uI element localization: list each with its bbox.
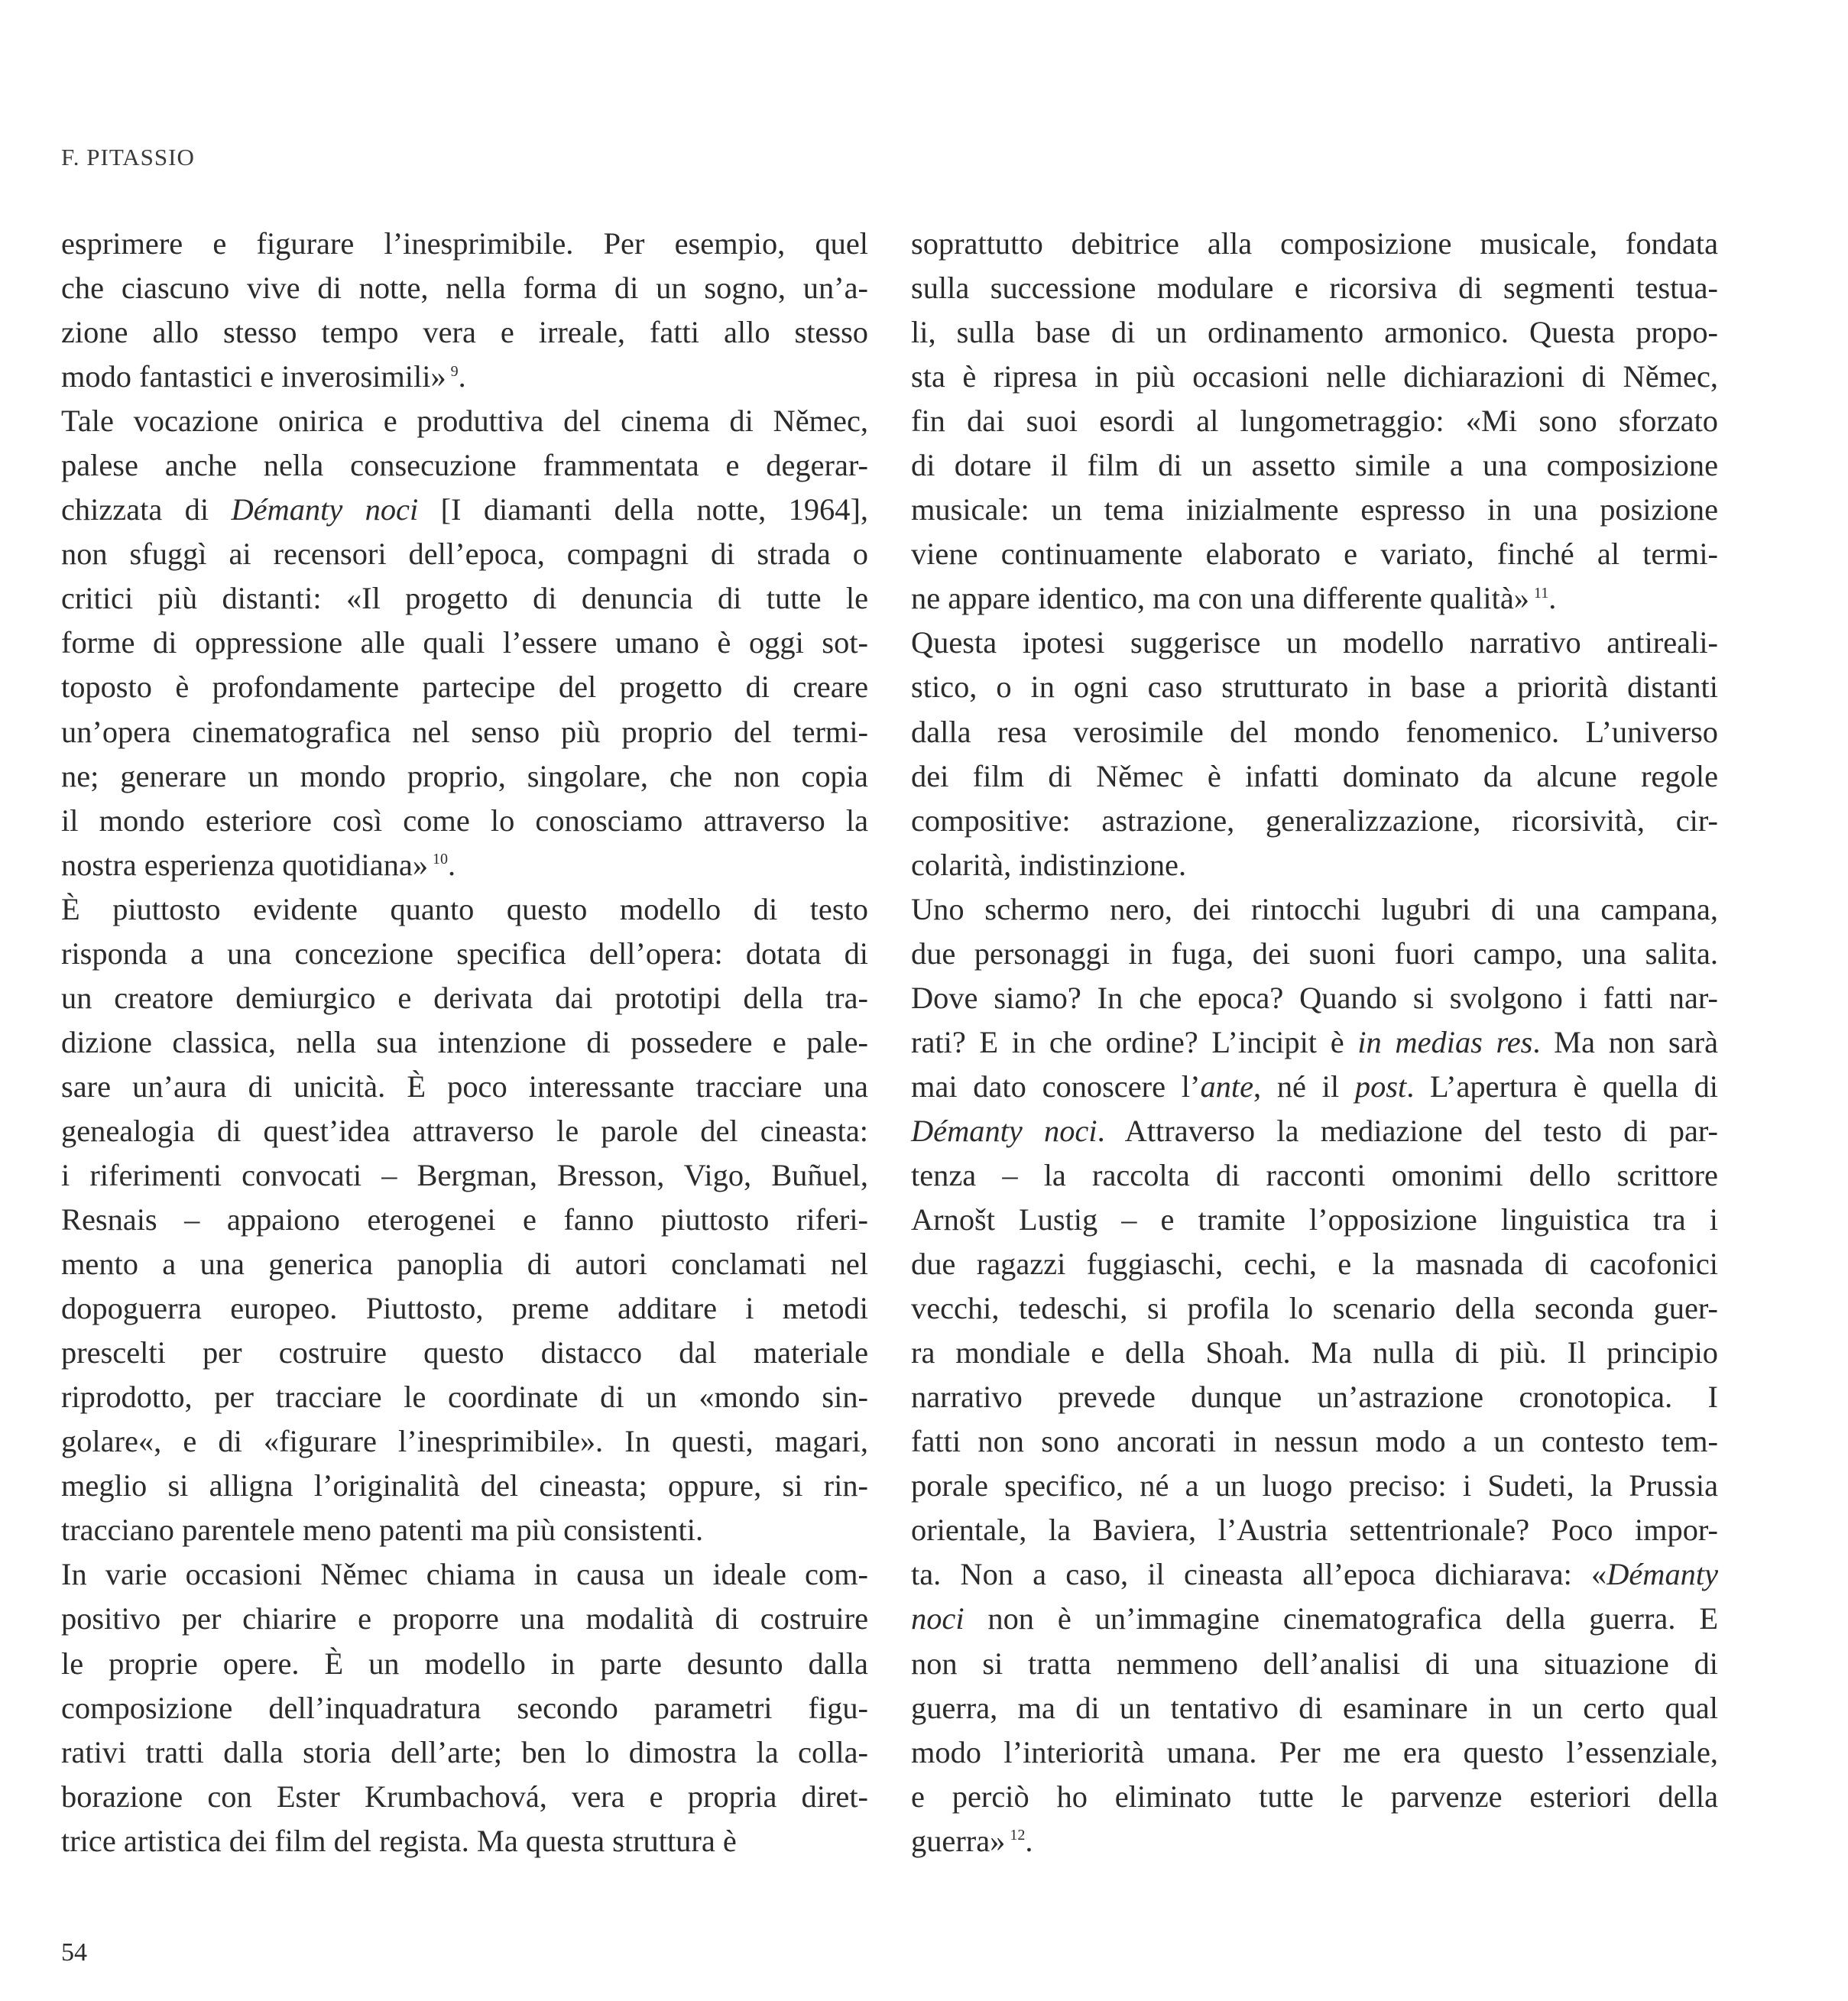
text-run: non sfuggì ai recensori dell’epoca, compagni di strada o xyxy=(61,537,868,572)
text-run: ne; generare un mondo proprio, singolare, che non copia xyxy=(61,758,868,793)
text-run: palese anche nella consecuzione frammentata e degerar- xyxy=(61,448,868,483)
text-run: non si tratta nemmeno dell’analisi di una situazione di xyxy=(911,1646,1718,1681)
text-run: sare un’aura di unicità. È poco interessante tracciare una xyxy=(61,1069,868,1104)
text-line xyxy=(61,1464,868,1508)
text-line xyxy=(911,1552,1718,1597)
text-line xyxy=(61,488,868,532)
left-text-column xyxy=(61,222,868,1863)
text-run: musicale: un tema inizialmente espresso in una posizione xyxy=(911,492,1718,527)
text-line xyxy=(911,887,1718,932)
text-line xyxy=(911,976,1718,1020)
text-line xyxy=(61,532,868,576)
italic-title: Démanty noci xyxy=(231,492,419,527)
text-line xyxy=(61,1552,868,1597)
text-line xyxy=(911,1065,1718,1109)
text-run: In varie occasioni Němec chiama in causa un ideale com- xyxy=(61,1557,868,1592)
text-run: porale specifico, né a un luogo preciso: i Sudeti, la Prussia xyxy=(911,1468,1718,1503)
text-line xyxy=(61,1109,868,1153)
text-line xyxy=(911,1242,1718,1286)
text-run: rati? E in che ordine? L’incipit è xyxy=(911,1024,1358,1059)
running-head: F. PITASSIO xyxy=(61,144,195,170)
text-line xyxy=(61,1819,868,1863)
text-line xyxy=(911,399,1718,443)
italic-title: Démanty xyxy=(1606,1557,1718,1592)
footnote-ref: 9 xyxy=(450,362,459,380)
text-line xyxy=(61,1508,868,1552)
text-line xyxy=(911,843,1718,887)
text-run: le proprie opere. È un modello in parte desunto dalla xyxy=(61,1646,868,1681)
text-run: fatti non sono ancorati in nessun modo a un contesto tem- xyxy=(911,1424,1718,1459)
text-run: e perciò ho eliminato tutte le parvenze esteriori della xyxy=(911,1779,1718,1814)
text-line xyxy=(61,710,868,754)
text-run: riprodotto, per tracciare le coordinate di un «mondo sin- xyxy=(61,1380,868,1415)
text-run: esprimere e figurare l’inesprimibile. Per esempio, quel xyxy=(61,226,868,261)
text-run: zione allo stesso tempo vera e irreale, fatti allo stesso xyxy=(61,315,868,350)
text-line xyxy=(61,1198,868,1242)
text-line xyxy=(911,1198,1718,1242)
text-run: mai dato conoscere l’ xyxy=(911,1069,1201,1104)
text-run: mento a una generica panoplia di autori conclamati nel xyxy=(61,1247,868,1282)
text-line xyxy=(61,665,868,709)
text-line xyxy=(911,1597,1718,1641)
text-line xyxy=(61,355,868,399)
text-run: Dove siamo? In che epoca? Quando si svolgono i fatti nar- xyxy=(911,980,1718,1015)
text-line xyxy=(911,1642,1718,1686)
italic-title: noci xyxy=(911,1601,965,1636)
text-line xyxy=(61,1286,868,1331)
text-line xyxy=(911,665,1718,709)
text-run: non è un’immagine cinematografica della guerra. E xyxy=(964,1601,1718,1636)
text-run: modo fantastici e inverosimili» xyxy=(61,359,446,394)
text-line xyxy=(61,1153,868,1198)
text-run: . xyxy=(1548,581,1557,616)
text-run: due personaggi in fuga, dei suoni fuori campo, una salita. xyxy=(911,936,1718,971)
text-run: che ciascuno vive di notte, nella forma di un sogno, un’a- xyxy=(61,271,868,306)
text-line xyxy=(911,1819,1718,1863)
text-run: borazione con Ester Krumbachová, vera e propria diret- xyxy=(61,1779,868,1814)
text-run: Arnošt Lustig – e tramite l’opposizione linguistica tra i xyxy=(911,1202,1718,1237)
text-line xyxy=(911,1331,1718,1375)
text-line xyxy=(911,710,1718,754)
text-line xyxy=(61,1597,868,1641)
text-run: stico, o in ogni caso strutturato in base a priorità distanti xyxy=(911,670,1718,705)
text-line xyxy=(61,1242,868,1286)
text-line xyxy=(911,1730,1718,1775)
text-run: nostra esperienza quotidiana» xyxy=(61,847,429,882)
text-line xyxy=(911,532,1718,576)
text-line xyxy=(61,266,868,310)
text-line xyxy=(911,576,1718,621)
text-line xyxy=(61,754,868,799)
text-run: forme di oppressione alle quali l’essere umano è oggi sot- xyxy=(61,625,868,660)
text-line xyxy=(61,621,868,665)
text-line xyxy=(61,799,868,843)
text-run: guerra» xyxy=(911,1823,1006,1858)
italic-title: Démanty noci xyxy=(911,1113,1097,1148)
text-run: rativi tratti dalla storia dell’arte; ben lo dimostra la colla- xyxy=(61,1734,868,1769)
text-run: i riferimenti convocati – Bergman, Bresson, Vigo, Buñuel, xyxy=(61,1157,868,1192)
text-line xyxy=(911,488,1718,532)
italic-title: post xyxy=(1354,1069,1407,1104)
text-run: risponda a una concezione specifica dell’opera: dotata di xyxy=(61,936,868,971)
text-run: [I diamanti della notte, 1964], xyxy=(418,492,868,527)
text-run: due ragazzi fuggiaschi, cechi, e la masnada di cacofonici xyxy=(911,1247,1718,1282)
text-run: un creatore demiurgico e derivata dai prototipi della tra- xyxy=(61,980,868,1015)
text-line xyxy=(61,443,868,488)
text-line xyxy=(911,443,1718,488)
text-run: toposto è profondamente partecipe del progetto di creare xyxy=(61,670,868,705)
text-run: Questa ipotesi suggerisce un modello narrativo antireali- xyxy=(911,625,1718,660)
text-run: narrativo prevede dunque un’astrazione cronotopica. I xyxy=(911,1380,1718,1415)
italic-title: in medias res xyxy=(1357,1024,1533,1059)
footnote-ref: 11 xyxy=(1533,584,1549,602)
text-run: . xyxy=(1025,1823,1033,1858)
text-run: chizzata di xyxy=(61,492,232,527)
text-run: dei film di Němec è infatti dominato da alcune regole xyxy=(911,758,1718,793)
text-run: tracciano parentele meno patenti ma più consistenti. xyxy=(61,1513,704,1548)
text-run: . Ma non sarà xyxy=(1532,1024,1719,1059)
text-line xyxy=(911,222,1718,266)
text-line xyxy=(911,1419,1718,1464)
text-line xyxy=(911,1775,1718,1819)
text-run: sulla successione modulare e ricorsiva di segmenti testua- xyxy=(911,271,1718,306)
page-number: 54 xyxy=(61,1938,87,1967)
text-line xyxy=(61,1375,868,1419)
text-line xyxy=(911,355,1718,399)
text-line xyxy=(911,1153,1718,1198)
text-line xyxy=(61,1331,868,1375)
text-run: , né il xyxy=(1253,1069,1355,1104)
text-run: . Attraverso la mediazione del testo di par- xyxy=(1097,1113,1718,1148)
text-run: dalla resa verosimile del mondo fenomenico. L’universo xyxy=(911,714,1718,749)
text-run: composizione dell’inquadratura secondo parametri figu- xyxy=(61,1690,868,1725)
text-line xyxy=(911,1508,1718,1552)
text-run: dizione classica, nella sua intenzione di possedere e pale- xyxy=(61,1024,868,1059)
text-line xyxy=(911,1464,1718,1508)
text-run: colarità, indistinzione. xyxy=(911,847,1187,882)
text-line xyxy=(61,887,868,932)
text-run: genealogia di quest’idea attraverso le parole del cineasta: xyxy=(61,1113,868,1148)
text-run: prescelti per costruire questo distacco dal materiale xyxy=(61,1335,868,1370)
text-line xyxy=(61,1642,868,1686)
text-line xyxy=(61,1419,868,1464)
footnote-ref: 10 xyxy=(433,851,449,868)
text-line xyxy=(61,1065,868,1109)
text-line xyxy=(61,843,868,887)
text-run: positivo per chiarire e proporre una modalità di costruire xyxy=(61,1601,868,1636)
text-line xyxy=(911,310,1718,355)
text-line xyxy=(61,310,868,355)
text-line xyxy=(61,222,868,266)
text-run: di dotare il film di un assetto simile a una composizione xyxy=(911,448,1718,483)
text-line xyxy=(61,1775,868,1819)
text-line xyxy=(911,1020,1718,1065)
text-run: ta. Non a caso, il cineasta all’epoca dichiarava: « xyxy=(911,1557,1607,1592)
text-line xyxy=(911,621,1718,665)
text-run: Uno schermo nero, dei rintocchi lugubri di una campana, xyxy=(911,891,1718,926)
text-line xyxy=(911,754,1718,799)
text-line xyxy=(911,932,1718,976)
text-run: tenza – la raccolta di racconti omonimi dello scrittore xyxy=(911,1157,1718,1192)
text-run: viene continuamente elaborato e variato, finché al termi- xyxy=(911,537,1718,572)
text-run: È piuttosto evidente quanto questo modello di testo xyxy=(61,891,868,926)
text-line xyxy=(911,1686,1718,1730)
text-run: orientale, la Baviera, l’Austria settentrionale? Poco impor- xyxy=(911,1513,1718,1548)
text-line xyxy=(911,266,1718,310)
text-line xyxy=(61,976,868,1020)
text-run: modo l’interiorità umana. Per me era questo l’essenziale, xyxy=(911,1734,1718,1769)
text-run: un’opera cinematografica nel senso più proprio del termi- xyxy=(61,714,868,749)
italic-title: ante xyxy=(1200,1069,1253,1104)
text-run: dopoguerra europeo. Piuttosto, preme additare i metodi xyxy=(61,1291,868,1326)
text-line xyxy=(911,799,1718,843)
text-line xyxy=(61,1686,868,1730)
text-run: critici più distanti: «Il progetto di denuncia di tutte le xyxy=(61,581,868,616)
text-run: vecchi, tedeschi, si profila lo scenario della seconda guer- xyxy=(911,1291,1718,1326)
text-run: fin dai suoi esordi al lungometraggio: «Mi sono sforzato xyxy=(911,404,1718,439)
text-run: meglio si alligna l’originalità del cineasta; oppure, si rin- xyxy=(61,1468,868,1503)
text-run: soprattutto debitrice alla composizione musicale, fondata xyxy=(911,226,1718,261)
text-run: compositive: astrazione, generalizzazione, ricorsività, cir- xyxy=(911,803,1718,838)
text-line xyxy=(911,1286,1718,1331)
text-run: Resnais – appaiono eterogenei e fanno piuttosto riferi- xyxy=(61,1202,868,1237)
text-run: . xyxy=(448,847,456,882)
text-run: Tale vocazione onirica e produttiva del cinema di Němec, xyxy=(61,404,868,439)
text-line xyxy=(61,1020,868,1065)
text-line xyxy=(61,576,868,621)
text-run: . L’apertura è quella di xyxy=(1406,1069,1718,1104)
text-run: golare«, e di «figurare l’inesprimibile». In questi, magari, xyxy=(61,1424,868,1459)
text-line xyxy=(911,1109,1718,1153)
text-run: sta è ripresa in più occasioni nelle dichiarazioni di Němec, xyxy=(911,359,1718,394)
text-run: ra mondiale e della Shoah. Ma nulla di più. Il principio xyxy=(911,1335,1718,1370)
text-run: . xyxy=(458,359,466,394)
footnote-ref: 12 xyxy=(1010,1827,1026,1844)
text-run: li, sulla base di un ordinamento armonico. Questa propo- xyxy=(911,315,1718,350)
text-run: ne appare identico, ma con una differente qualità» xyxy=(911,581,1529,616)
text-run: il mondo esteriore così come lo conosciamo attraverso la xyxy=(61,803,868,838)
right-text-column xyxy=(911,222,1718,1863)
text-run: trice artistica dei film del regista. Ma questa struttura è xyxy=(61,1823,737,1858)
text-line xyxy=(61,932,868,976)
text-line xyxy=(61,1730,868,1775)
text-run: guerra, ma di un tentativo di esaminare in un certo qual xyxy=(911,1690,1718,1725)
text-line xyxy=(61,399,868,443)
text-line xyxy=(911,1375,1718,1419)
